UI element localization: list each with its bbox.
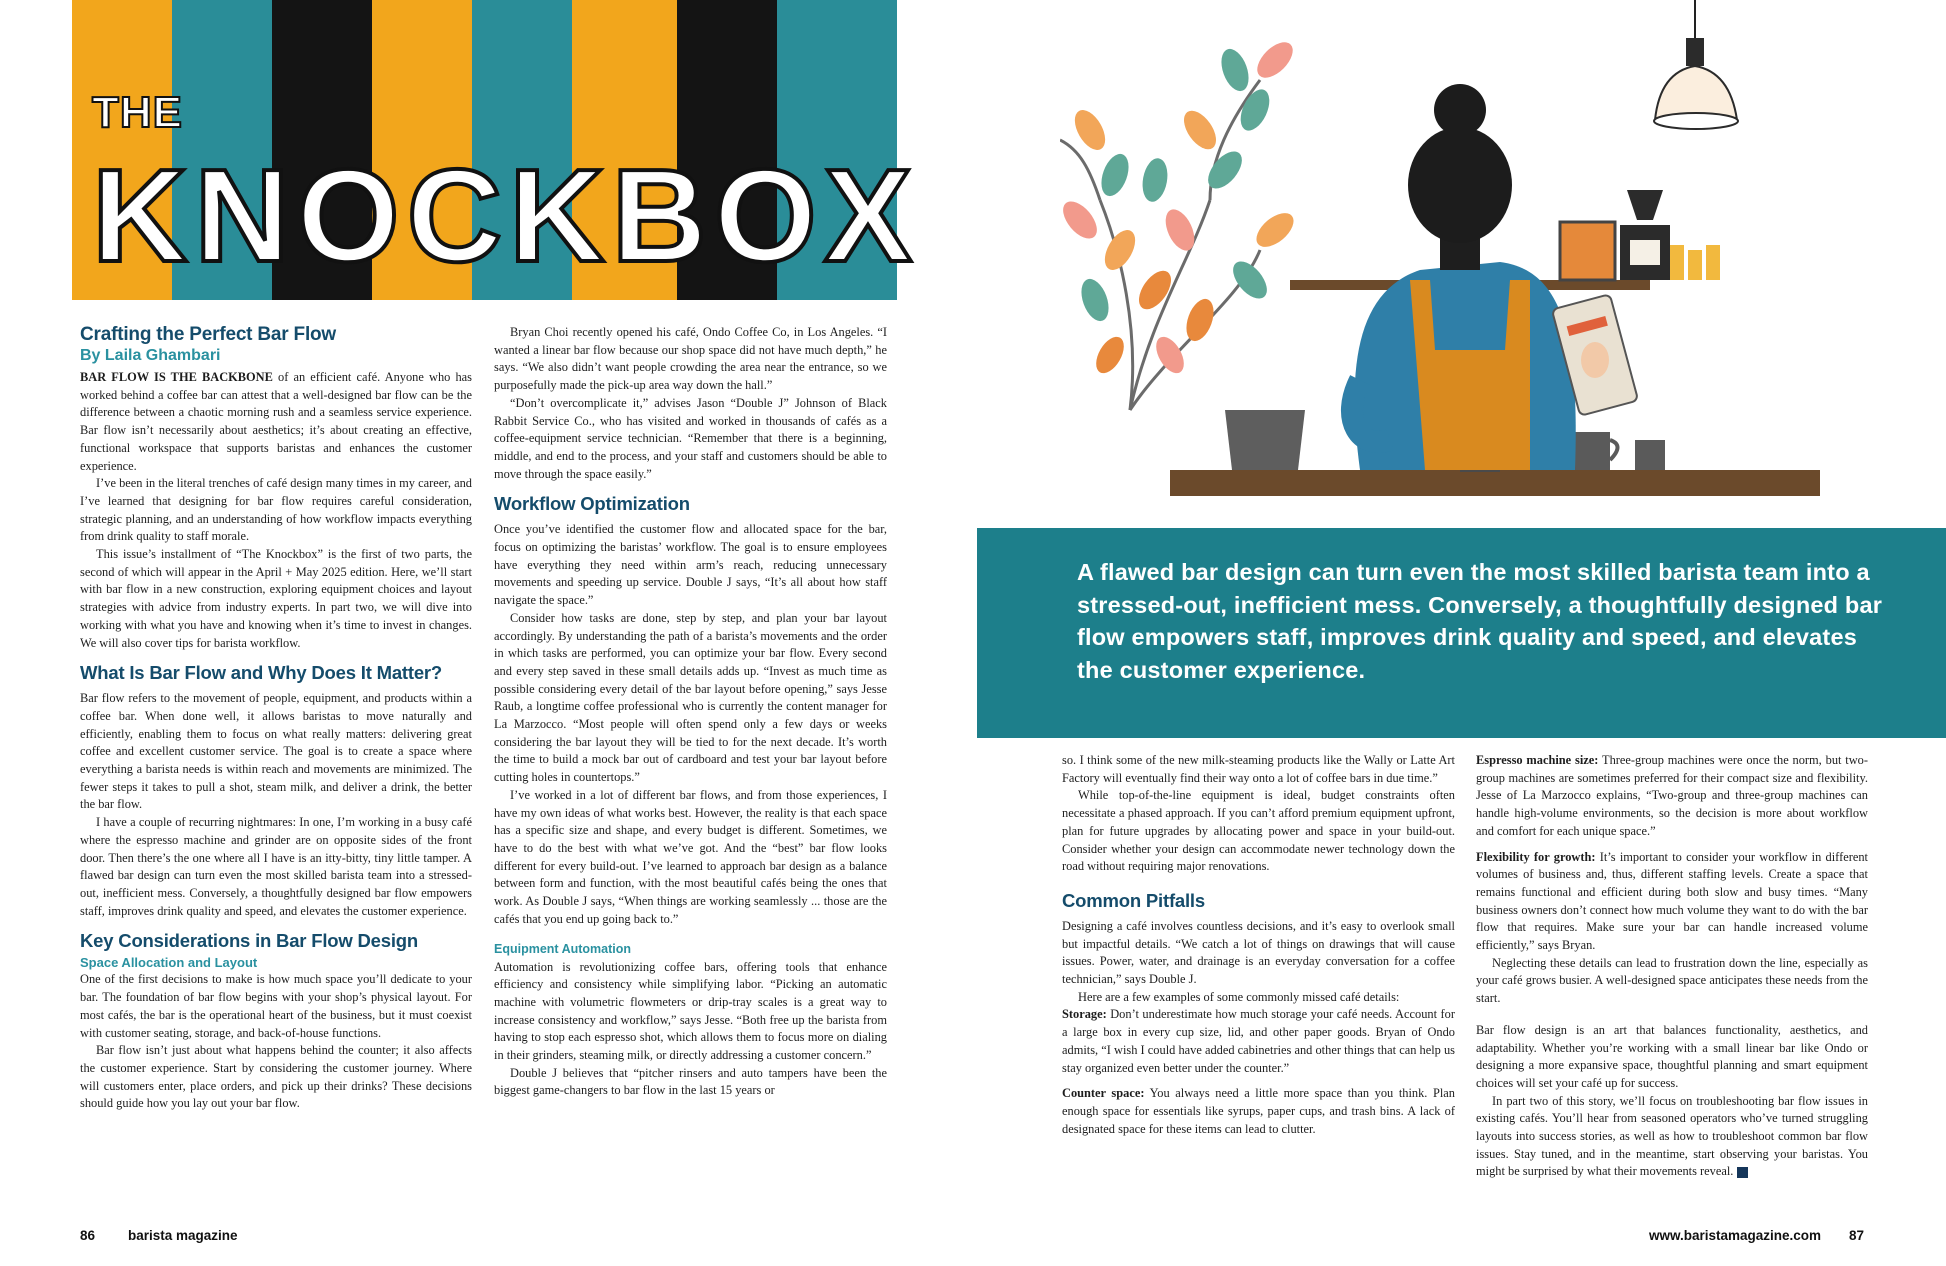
counter-paragraph bbox=[1062, 1085, 1455, 1138]
footer-right-page-number: 87 bbox=[1849, 1228, 1865, 1243]
paragraph: One of the first decisions to make is how much space you’ll dedicate to your bar. The foundation of bar flow begins with your shop’s physical layout. For most cafés, the bar is the operational heart of the business, but it must coexist with customer seating, storage, and back-of-house functions. bbox=[80, 972, 472, 1040]
intro-paragraph bbox=[80, 369, 472, 475]
espresso-label: Espresso machine size: bbox=[1476, 753, 1599, 767]
paragraph: Once you’ve identified the customer flow and allocated space for the bar, focus on optimizing the baristas’ workflow. The goal is to ensure employees have everything they need within arm’s reach, reducing unnecessary movements and speeding up service. Double J says, “It’s all about how staff navigate the space.” bbox=[494, 522, 887, 608]
storage-label: Storage: bbox=[1062, 1007, 1107, 1022]
masthead-title bbox=[92, 142, 912, 289]
masthead-letter: K bbox=[509, 142, 605, 289]
paragraph: Double J believes that “pitcher rinsers and auto tampers have been the biggest game-changers to bar flow in the last 15 years or bbox=[494, 1065, 887, 1098]
article-byline: By Laila Ghambari bbox=[80, 347, 221, 364]
storage-paragraph bbox=[1062, 1006, 1455, 1077]
knockbox-masthead bbox=[72, 0, 912, 300]
paragraph: While top-of-the-line equipment is ideal, budget constraints often necessitate a phased approach. If you can’t afford premium equipment upfront, plan for future upgrades by allocating power and space in your build-out. Consider whether your design can accommodate newer technology down the road without requiring major renovations. bbox=[1062, 788, 1455, 874]
masthead-letter: N bbox=[194, 142, 290, 289]
paragraph: Bar flow refers to the movement of people, equipment, and products within a coffee bar. When done well, it allows baristas to move naturally and efficiently, enabling them to focus on what really matters: delivering great coffee and excellent customer service. The goal is to create a space where everything a barista needs is within reach and movements are minimized. The fewer steps it takes to pull a shot, steam milk, and deliver a drink, the better the bar flow. bbox=[80, 691, 472, 812]
flex-label: Flexibility for growth: bbox=[1476, 849, 1596, 864]
intro-lead: BAR FLOW IS THE BACKBONE bbox=[80, 370, 273, 384]
subheading-space-allocation: Space Allocation and Layout bbox=[80, 955, 258, 971]
heading-key-considerations: Key Considerations in Bar Flow Design bbox=[80, 930, 418, 952]
espresso-paragraph bbox=[1476, 752, 1868, 841]
masthead-the: THE bbox=[92, 88, 183, 137]
paragraph: Neglecting these details can lead to frustration down the line, especially as your café grows busier. A well-designed space anticipates these needs from the start. bbox=[1476, 955, 1868, 1006]
column-4 bbox=[1476, 752, 1868, 1181]
heading-common-pitfalls: Common Pitfalls bbox=[1062, 889, 1205, 911]
paragraph: Automation is revolutionizing coffee bars, offering tools that enhance efficiency and consistency while simplifying labor. “Picking an automatic machine with volumetric flowmeters or drip-tray scales is a great way to increase consistency and workflow,” says Jesse. “Both free up the barista from having to stop each espresso shot, which allows them to focus more on dialing in their grinders, steaming milk, or directly addressing a customer concern.” bbox=[494, 959, 887, 1063]
column-3 bbox=[1062, 752, 1455, 1138]
paragraph: “Don’t overcomplicate it,” advises Jason “Double J” Johnson of Black Rabbit Service Co., who has visited and worked in thousands of cafés as a coffee-equipment service technician. “Remember that there is a beginning, middle, and end to the process, and your staff and customers should be able to move through the space easily.” bbox=[494, 395, 887, 481]
counter-text: You always need a little more space than you think. Plan enough space for essentials like syrups, paper cups, and trash bins. A lack of designated space for these items can lead to clutter. bbox=[1062, 1086, 1455, 1136]
masthead-letter: K bbox=[92, 142, 188, 289]
flex-paragraph bbox=[1476, 849, 1868, 955]
barista-illustration bbox=[1060, 0, 1946, 540]
plant-leaves bbox=[1060, 36, 1300, 378]
closing-paragraph bbox=[1476, 1093, 1868, 1182]
flex-text: It’s important to consider your workflow in different volumes of business and, thus, different staffing levels. Create a space that remains functional and efficient during both slow and busy times. “Many business owners don’t connect how much volume they want to do with the bar flow that requires. Make sure your bar can handle increased volume efficiently,” says Bryan. bbox=[1476, 849, 1868, 953]
column-2 bbox=[494, 324, 887, 1100]
counter-top bbox=[1170, 470, 1820, 496]
footer-left-magazine-name: barista magazine bbox=[128, 1228, 238, 1243]
heading-workflow-optimization: Workflow Optimization bbox=[494, 493, 690, 515]
paragraph: so. I think some of the new milk-steaming products like the Wally or Latte Art Factory will eventually find their way onto a lot of coffee bars in due time.” bbox=[1062, 753, 1455, 785]
pull-quote-banner bbox=[977, 528, 1946, 738]
paragraph: Bar flow design is an art that balances functionality, aesthetics, and adaptability. Whether you’re working with a small linear bar like Ondo or designing a more expansive space, thoughtful planning and smart equipment choices will set your café up for success. bbox=[1476, 1022, 1868, 1090]
paragraph: I’ve been in the literal trenches of café design many times in my career, and I’ve learned that designing for bar flow requires careful consideration, strategic planning, and an understanding of how workflow impacts everything from drink quality to staff morale. bbox=[80, 476, 472, 544]
barista-illustration-svg bbox=[1060, 0, 1946, 540]
article-title: Crafting the Perfect Bar Flow bbox=[80, 324, 337, 345]
paragraph: Bar flow isn’t just about what happens behind the counter; it also affects the customer experience. Start by considering the customer journey. Where will customers enter, place orders, and pick up their drinks? These decisions should guide how you lay out your bar flow. bbox=[80, 1043, 472, 1111]
paragraph: Designing a café involves countless decisions, and it’s easy to overlook small but impactful details. “We catch a lot of things on drawings that will cause issues. Power, water, and drainage is an everyday conversation for a coffee technician,” says Double J. bbox=[1062, 918, 1455, 987]
masthead-letter: O bbox=[714, 142, 817, 289]
plant-pot bbox=[1225, 410, 1305, 470]
masthead-letter: O bbox=[296, 142, 400, 289]
paragraph: This issue’s installment of “The Knockbox” is the first of two parts, the second of which will appear in the April + May 2025 edition. Here, we’ll start with bar flow in a new construction, exploring equipment choices and layout strategies with advice from industry experts. In part two, we will dive into working with what you have and knowing when it’s time to invest in changes. We will also cover tips for barista workflow. bbox=[80, 547, 472, 650]
closing-text: In part two of this story, we’ll focus on troubleshooting bar flow issues in existing cafés. You’ll hear from seasoned operators who’ve turned struggling layouts into success stories, as well as how to troubleshoot common bar flow issues. Stay tuned, and in the meantime, start observing your baristas. You might be surprised by what their movements reveal. bbox=[1476, 1093, 1868, 1179]
paragraph: Bryan Choi recently opened his café, Ondo Coffee Co, in Los Angeles. “I wanted a linear bar flow because our shop space did not have much depth,” he says. “We also didn’t want people crowding the area near the entrance, so we purposefully made the pick-up area way down the hall.” bbox=[494, 325, 887, 393]
paragraph: Here are a few examples of some commonly missed café details: bbox=[1078, 989, 1400, 1004]
masthead-letter: C bbox=[406, 142, 503, 289]
intro-text: of an efficient café. Anyone who has worked behind a coffee bar can attest that a well-designed bar flow can be the difference between a chaotic morning rush and a seamless service experience. Bar flow isn’t necessarily about aesthetics; it’s about creating an effective, functional workspace that supports baristas and enhances the customer experience. bbox=[80, 370, 472, 473]
paragraph: I’ve worked in a lot of different bar flows, and from those experiences, I have my own ideas of what works best. However, the reality is that each space has a specific size and shape, and every budget is different. Sometimes, we have to do the best with what we’ve got. And the “best” bar flow looks different for every build-out. I’ve learned to approach bar design as a balance between form and function, with the most beautiful cafés being the ones that work. As Double J says, “When things are working seamlessly ... those are the cafés that you end up going back to.” bbox=[494, 787, 887, 926]
masthead-letter: X bbox=[823, 142, 912, 289]
end-mark-icon: b bbox=[1737, 1167, 1748, 1178]
footer-left-page-number: 86 bbox=[80, 1228, 96, 1243]
subheading-equipment-automation: Equipment Automation bbox=[494, 941, 632, 956]
pull-quote-text: A flawed bar design can turn even the most skilled barista team into a stressed-out, inefficient mess. Conversely, a thoughtfully designed bar flow empowers staff, improves drink quality and speed, and elevates the customer experience. bbox=[1077, 559, 1883, 683]
masthead-letter: B bbox=[611, 142, 707, 289]
column-1 bbox=[80, 324, 472, 1113]
footer-right-url: www.baristamagazine.com bbox=[1649, 1228, 1822, 1243]
counter-label: Counter space: bbox=[1062, 1086, 1145, 1101]
paragraph: Consider how tasks are done, step by step, and plan your bar layout accordingly. By understanding the path of a barista’s movements and the order in which tasks are performed, you can optimize your bar flow. Every second and every step saved in these small details adds up. “Invest as much time as possible considering every detail of the bar layout before opening,” says Jesse Raub, a longtime coffee professional who is currently the content manager for La Marzocco. “Most people will often spend only a few days or weeks considering the bar layout they will be tied to for the next decade. It’s worth the time to build a mock bar out of cardboard and test your bar layout before cutting holes in countertops.” bbox=[494, 610, 887, 785]
paragraph: I have a couple of recurring nightmares: In one, I’m working in a busy café where the espresso machine and grinder are on opposite sides of the front door. Then there’s the one where all I have is an itty-bitty, tiny little tamper. A flawed bar design can turn even the most skilled barista team into a stressed-out, inefficient mess. Conversely, a thoughtfully designed bar flow empowers staff, improves drink quality and speed, and elevates the customer experience. bbox=[80, 815, 472, 918]
espresso-text: Three-group machines were once the norm, but two-group machines are sometimes preferred for their compact size and flexibility. Jesse of La Marzocco explains, “Two-group and three-group machines can handle high-volume environments, so the decision is more about workflow and comfort for each unique space.” bbox=[1476, 753, 1869, 838]
storage-text: Don’t underestimate how much storage your café needs. Account for a large box in every cup size, lid, and other paper goods. Bryan of Ondo admits, “I wish I could have added cabinetries and other things that can help us stay organized even better under the counter.” bbox=[1062, 1007, 1455, 1075]
heading-what-is-bar-flow: What Is Bar Flow and Why Does It Matter? bbox=[80, 662, 443, 684]
